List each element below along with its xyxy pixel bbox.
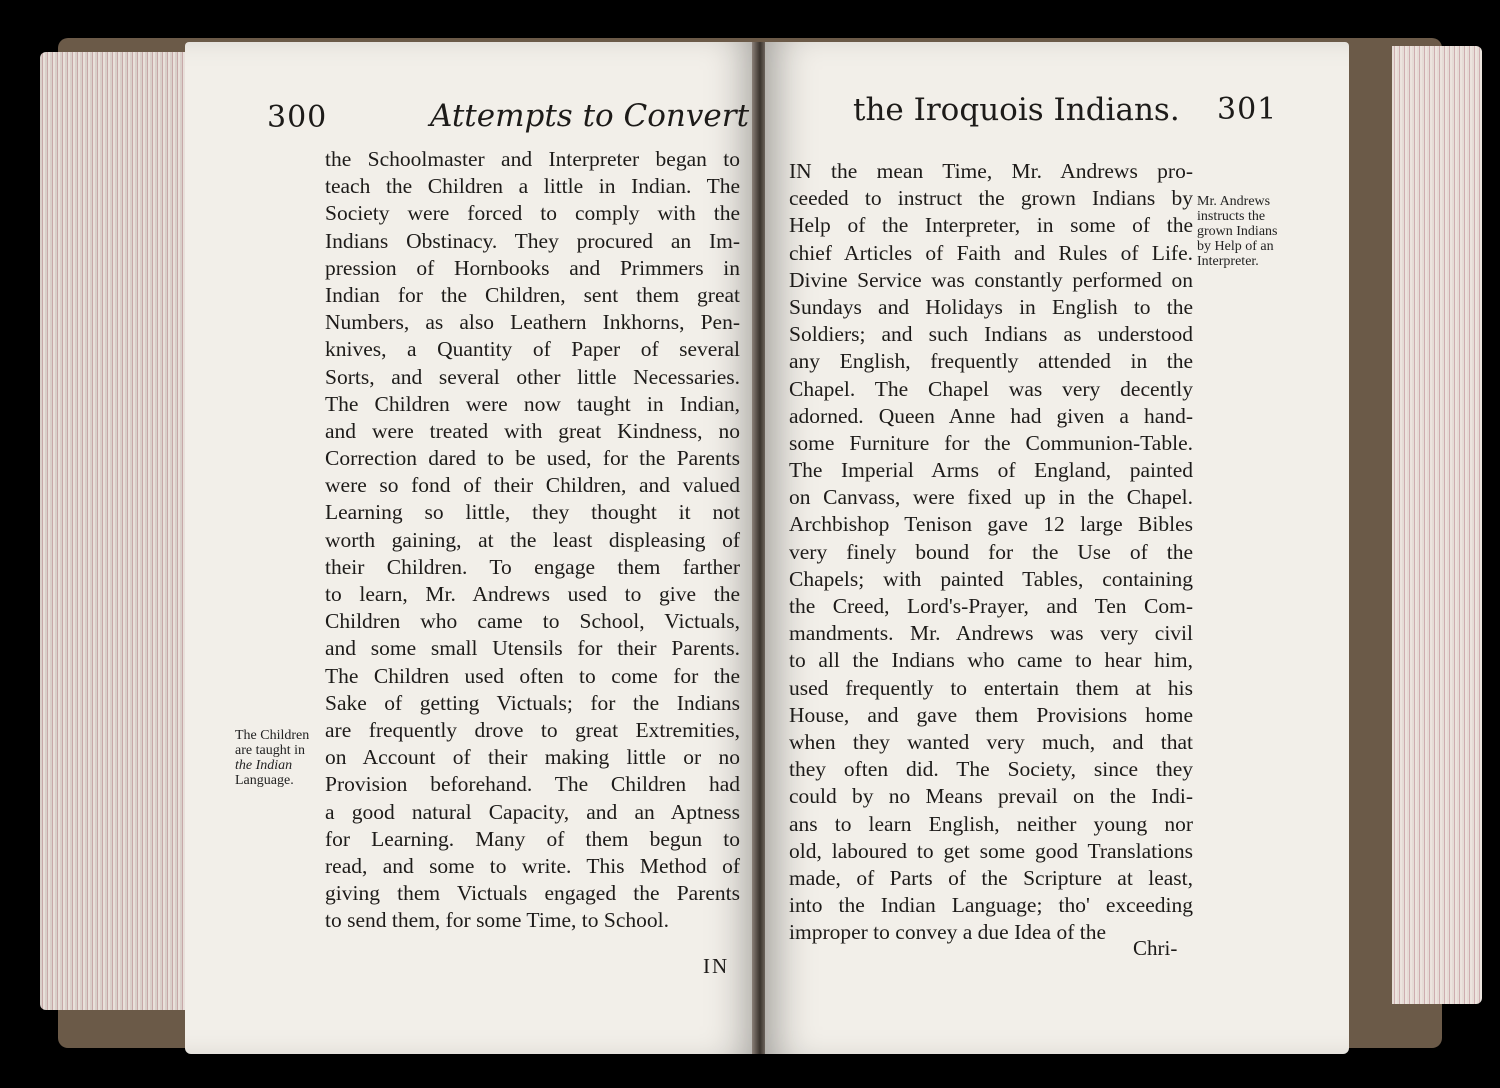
text-line: Chapel. The Chapel was very decently bbox=[789, 376, 1193, 401]
text-line: Sorts, and several other little Necessaries. bbox=[325, 364, 740, 389]
text-line: ans to learn English, neither young nor bbox=[789, 811, 1193, 836]
right-body-text bbox=[789, 158, 1193, 946]
text-line: Society were forced to comply with the bbox=[325, 201, 740, 226]
text-line: were so fond of their Children, and valued bbox=[325, 473, 740, 498]
text-line: giving them Victuals engaged the Parents bbox=[325, 881, 740, 906]
text-line: read, and some to write. This Method of bbox=[325, 853, 740, 878]
text-line: the Schoolmaster and Interpreter began to bbox=[325, 147, 740, 171]
left-body-text bbox=[325, 146, 740, 934]
left-catchword: IN bbox=[703, 954, 730, 978]
text-line: Learning so little, they thought it not bbox=[325, 500, 740, 525]
text-line: when they wanted very much, and that bbox=[789, 729, 1193, 754]
text-line: The Children were now taught in Indian, bbox=[325, 391, 740, 416]
text-line: old, laboured to get some good Translations bbox=[789, 838, 1193, 863]
text-line: The Children used often to come for the bbox=[325, 663, 740, 688]
text-line: Chapels; with painted Tables, containing bbox=[789, 566, 1193, 591]
right-catchword: Chri- bbox=[1133, 936, 1178, 960]
text-line: for Learning. Many of them begun to bbox=[325, 826, 740, 851]
text-line: used frequently to entertain them at his bbox=[789, 675, 1193, 700]
text-line: to send them, for some Time, to School. bbox=[325, 908, 669, 933]
text-line: improper to convey a due Idea of the bbox=[789, 920, 1106, 945]
right-margin-note-line: Interpreter. bbox=[1197, 254, 1259, 269]
text-line: knives, a Quantity of Paper of several bbox=[325, 337, 740, 362]
text-line: IN the mean Time, Mr. Andrews pro- bbox=[789, 159, 1193, 183]
text-line: pression of Hornbooks and Primmers in bbox=[325, 255, 740, 280]
text-line: made, of Parts of the Scripture at least, bbox=[789, 865, 1193, 890]
text-line: adorned. Queen Anne had given a hand- bbox=[789, 403, 1193, 428]
text-line: The Imperial Arms of England, painted bbox=[789, 458, 1193, 483]
right-margin-note-line: instructs the bbox=[1197, 209, 1266, 224]
text-line: on Account of their making little or no bbox=[325, 745, 740, 770]
text-line: could by no Means prevail on the Indi- bbox=[789, 784, 1193, 809]
right-margin-note-line: Mr. Andrews bbox=[1197, 194, 1271, 209]
text-line: Archbishop Tenison gave 12 large Bibles bbox=[789, 512, 1193, 537]
left-running-head: Attempts to Convert bbox=[430, 98, 750, 134]
right-margin-note-line: grown Indians bbox=[1197, 224, 1278, 239]
text-line: Numbers, as also Leathern Inkhorns, Pen- bbox=[325, 310, 740, 335]
right-page-number: 301 bbox=[1217, 92, 1278, 127]
text-line: very finely bound for the Use of the bbox=[789, 539, 1193, 564]
left-page-edges bbox=[40, 52, 190, 1010]
text-line: mandments. Mr. Andrews was very civil bbox=[789, 621, 1193, 646]
text-line: Sake of getting Victuals; for the Indians bbox=[325, 690, 740, 715]
text-line: Soldiers; and such Indians as understood bbox=[789, 322, 1193, 347]
left-page-number: 300 bbox=[267, 100, 328, 135]
right-running-head: the Iroquois Indians. bbox=[853, 92, 1180, 128]
text-line: to all the Indians who came to hear him, bbox=[789, 648, 1193, 673]
left-margin-note-line: the Indian bbox=[235, 758, 293, 773]
text-line: they often did. The Society, since they bbox=[789, 757, 1193, 782]
left-margin-note-line: The Children bbox=[235, 728, 310, 743]
text-line: teach the Children a little in Indian. The bbox=[325, 174, 740, 199]
text-line: some Furniture for the Communion-Table. bbox=[789, 430, 1193, 455]
text-line: into the Indian Language; tho' exceeding bbox=[789, 893, 1193, 918]
text-line: a good natural Capacity, and an Aptness bbox=[325, 799, 740, 824]
text-line: Indian for the Children, sent them great bbox=[325, 282, 740, 307]
text-line: Children who came to School, Victuals, bbox=[325, 609, 740, 634]
left-page bbox=[185, 42, 757, 1054]
text-line: worth gaining, at the least displeasing of bbox=[325, 527, 740, 552]
right-page-edges bbox=[1392, 46, 1482, 1004]
text-line: Indians Obstinacy. They procured an Im- bbox=[325, 228, 740, 253]
left-margin-note-line: Language. bbox=[235, 773, 294, 788]
text-line: ceeded to instruct the grown Indians by bbox=[789, 186, 1193, 211]
text-line: Divine Service was constantly performed on bbox=[789, 267, 1193, 292]
left-margin-note bbox=[235, 728, 309, 788]
text-line: to learn, Mr. Andrews used to give the bbox=[325, 582, 740, 606]
text-line: and some small Utensils for their Parents. bbox=[325, 636, 740, 661]
text-line: their Children. To engage them farther bbox=[325, 554, 740, 579]
text-line: are frequently drove to great Extremities, bbox=[325, 717, 740, 742]
text-line: and were treated with great Kindness, no bbox=[325, 418, 740, 443]
text-line: on Canvass, were fixed up in the Chapel. bbox=[789, 485, 1193, 510]
right-page bbox=[765, 42, 1349, 1054]
right-margin-note bbox=[1197, 194, 1278, 269]
left-margin-note-line: are taught in bbox=[235, 743, 305, 758]
text-line: chief Articles of Faith and Rules of Life. bbox=[789, 240, 1193, 265]
right-margin-note-line: by Help of an bbox=[1197, 239, 1274, 254]
text-line: any English, frequently attended in the bbox=[789, 349, 1193, 374]
text-line: Provision beforehand. The Children had bbox=[325, 772, 740, 797]
text-line: the Creed, Lord's-Prayer, and Ten Com- bbox=[789, 594, 1193, 618]
text-line: Sundays and Holidays in English to the bbox=[789, 294, 1193, 319]
text-line: Help of the Interpreter, in some of the bbox=[789, 213, 1193, 238]
text-line: Correction dared to be used, for the Parents bbox=[325, 446, 740, 471]
text-line: House, and gave them Provisions home bbox=[789, 702, 1193, 727]
